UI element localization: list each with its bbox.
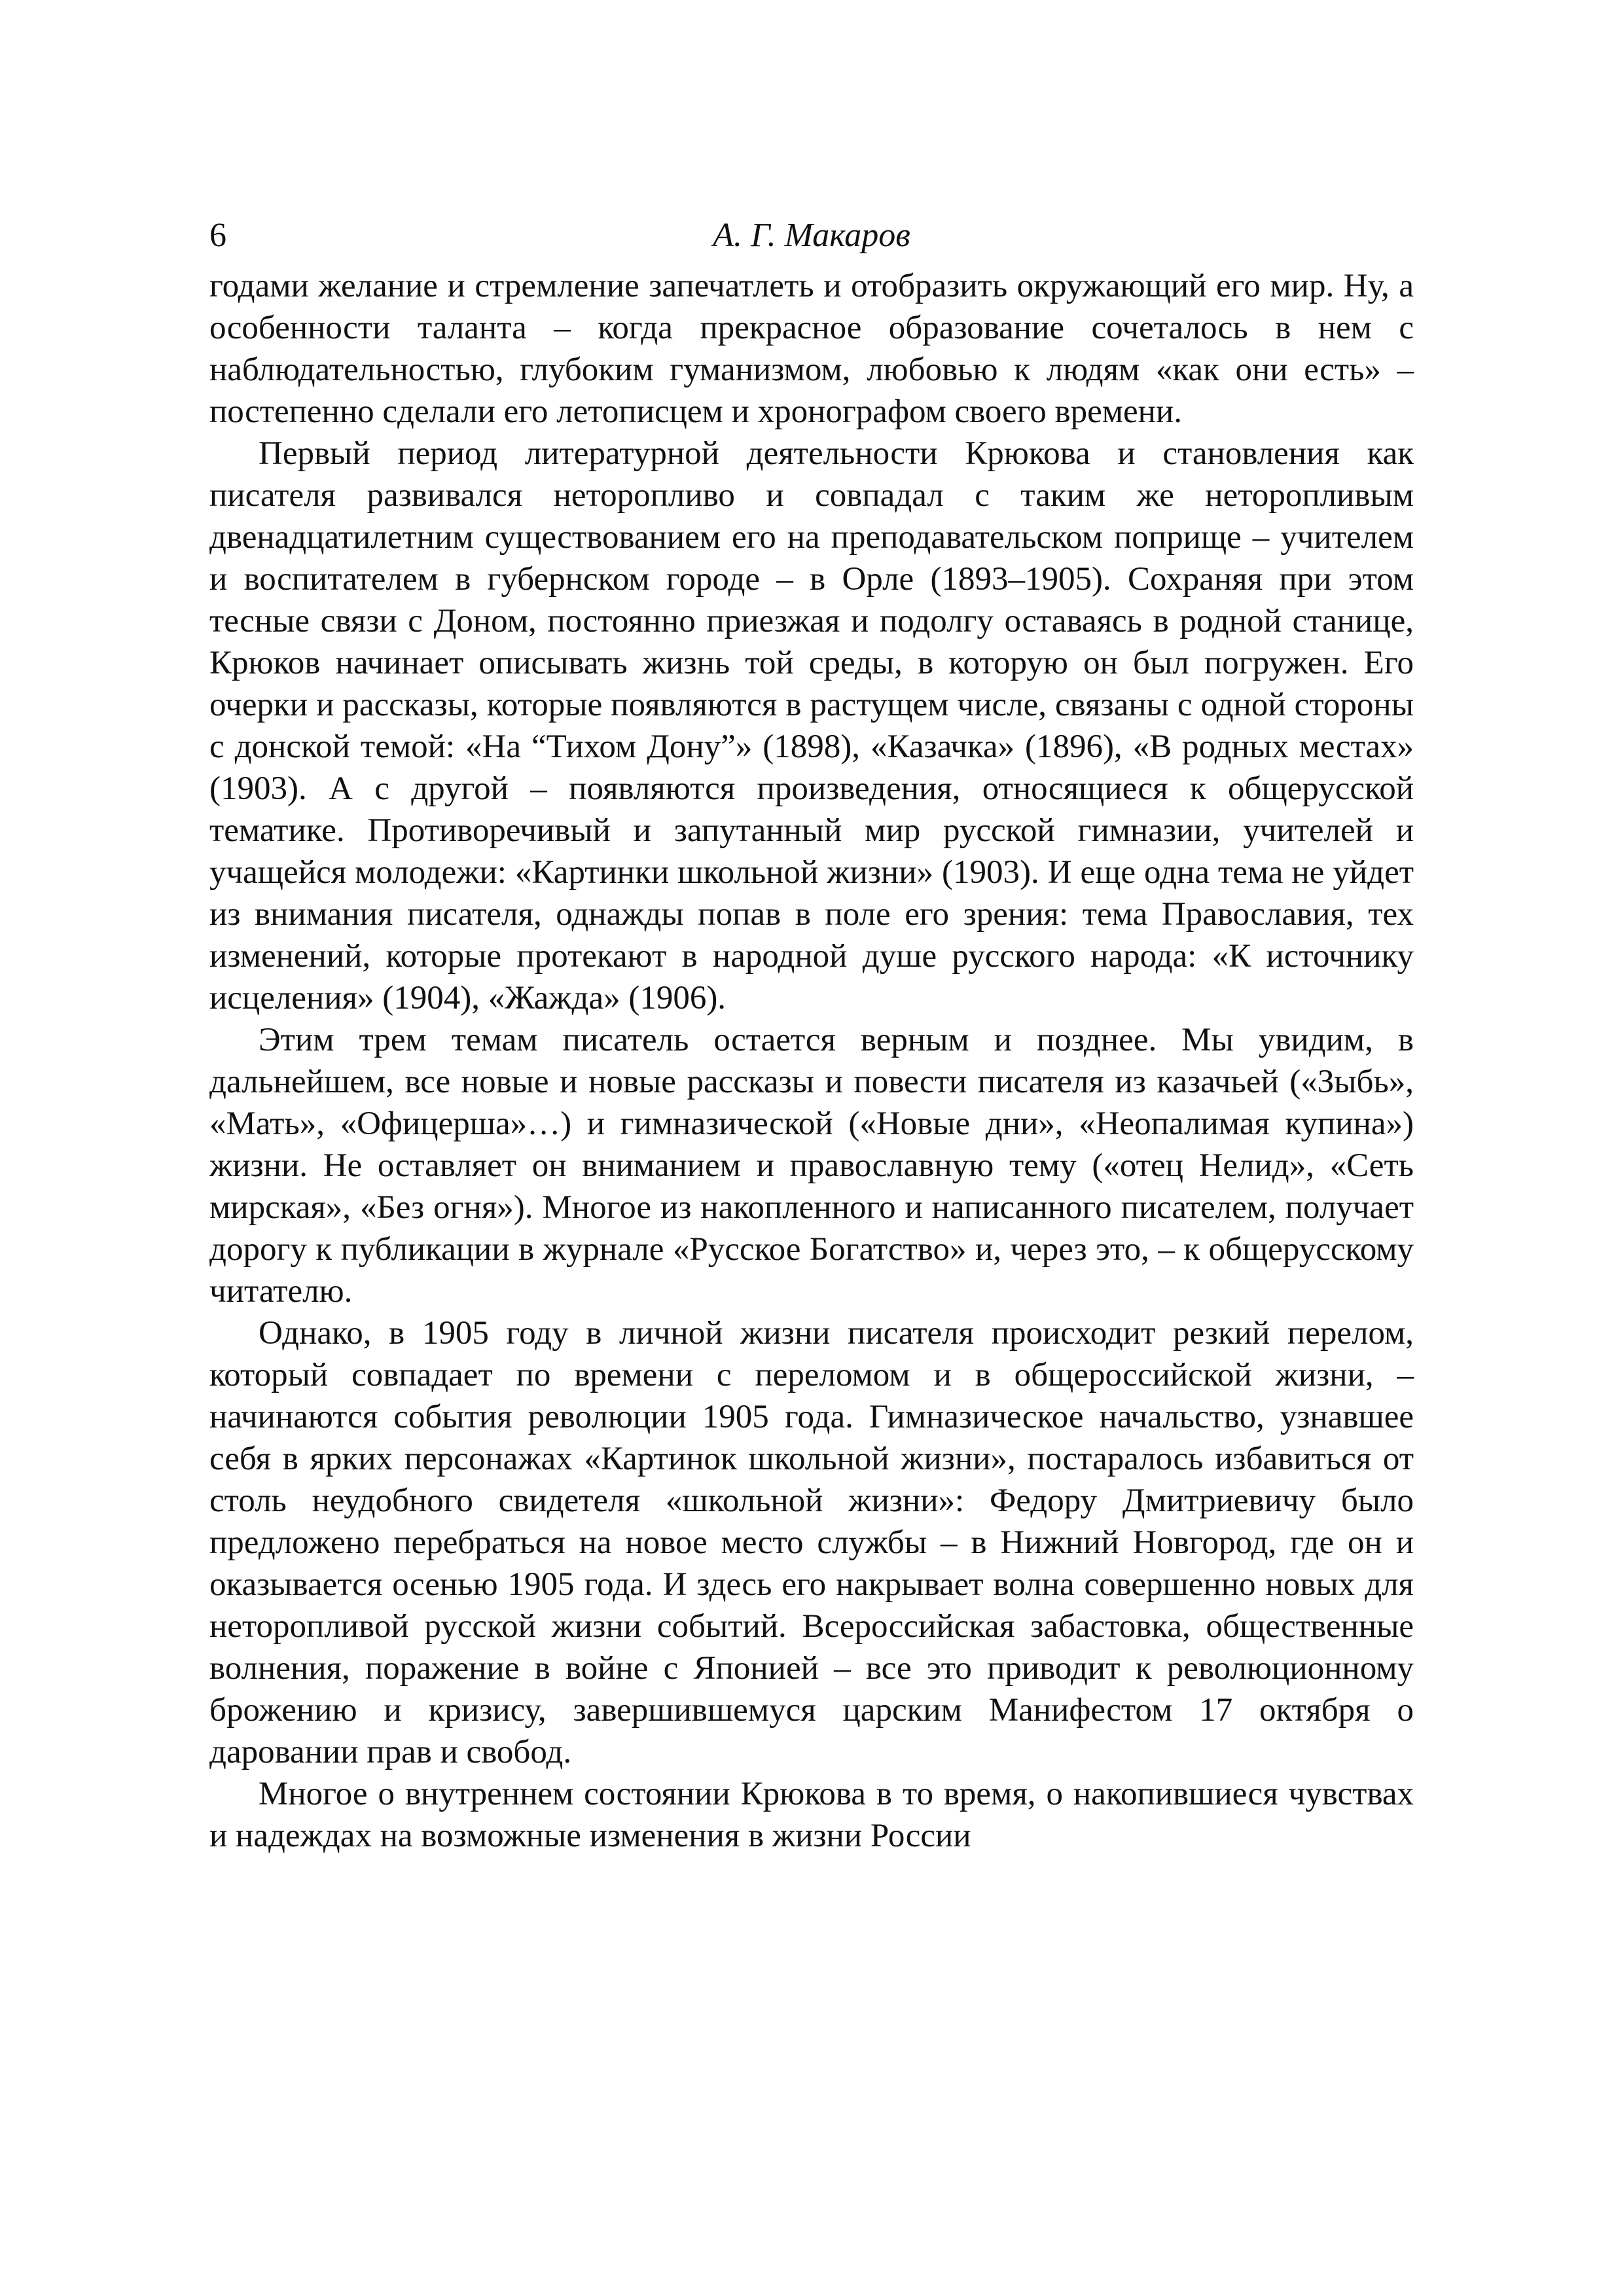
paragraph-continued: годами желание и стремление запечатлеть и отобразить окружающий его мир. Ну, а особенности таланта – когда прекрасное образование сочеталось в нем с наблюдательностью, глубоким гуманизмом, любовью к людям «как они есть» – постепенно сделали его летописцем и хронографом своего времени. [209, 268, 1414, 430]
paragraph: Многое о внутреннем состоянии Крюкова в то время, о накопившиеся чувствах и надеждах на возможные изменения в жизни России [209, 1776, 1414, 1854]
header-author: А. Г. Макаров [713, 217, 910, 254]
body-text [209, 265, 1414, 1857]
page-number: 6 [209, 217, 226, 254]
paragraph: Этим трем темам писатель остается верным и позднее. Мы увидим, в дальнейшем, все новые и новые рассказы и повести писателя из казачьей («Зыбь», «Мать», «Офицерша»…) и гимназической («Новые дни», «Неопалимая купина») жизни. Не оставляет он вниманием и православную тему («отец Нелид», «Сеть мирская», «Без огня»). Многое из накопленного и написанного писателем, получает дорогу к публикации в журнале «Русское Богатство» и, через это, – к общерусскому читателю. [209, 1022, 1414, 1310]
running-head [209, 206, 1414, 265]
book-page [209, 206, 1414, 1857]
paragraph: Первый период литературной деятельности Крюкова и становления как писателя развивался неторопливо и совпадал с таким же неторопливым двенадцатилетним существованием его на преподавательском поприще – учителем и воспитателем в губернском городе – в Орле (1893–1905). Сохраняя при этом тесные связи с Доном, постоянно приезжая и подолгу оставаясь в родной станице, Крюков начинает описывать жизнь той среды, в которую он был погружен. Его очерки и рассказы, которые появляются в растущем числе, связаны с одной стороны с донской темой: «На “Тихом Дону”» (1898), «Казачка» (1896), «В родных местах» (1903). А с другой – появляются произведения, относящиеся к общерусской тематике. Противоречивый и запутанный мир русской гимназии, учителей и учащейся молодежи: «Картинки школьной жизни» (1903). И еще одна тема не уйдет из внимания писателя, однажды попав в поле его зрения: тема Православия, тех изменений, которые протекают в народной душе русского народа: «К источнику исцеления» (1904), «Жажда» (1906). [209, 435, 1414, 1016]
paragraph: Однако, в 1905 году в личной жизни писателя происходит резкий перелом, который совпадает по времени с переломом и в общероссийской жизни, – начинаются события революции 1905 года. Гимназическое начальство, узнавшее себя в ярких персонажах «Картинок школьной жизни», постаралось избавиться от столь неудобного свидетеля «школьной жизни»: Федору Дмитриевичу было предложено перебраться на новое место службы – в Нижний Новгород, где он и оказывается осенью 1905 года. И здесь его накрывает волна совершенно новых для неторопливой русской жизни событий. Всероссийская забастовка, общественные волнения, поражение в войне с Японией – все это приводит к революционному брожению и кризису, завершившемуся царским Манифестом 17 октября о даровании прав и свобод. [209, 1315, 1414, 1770]
